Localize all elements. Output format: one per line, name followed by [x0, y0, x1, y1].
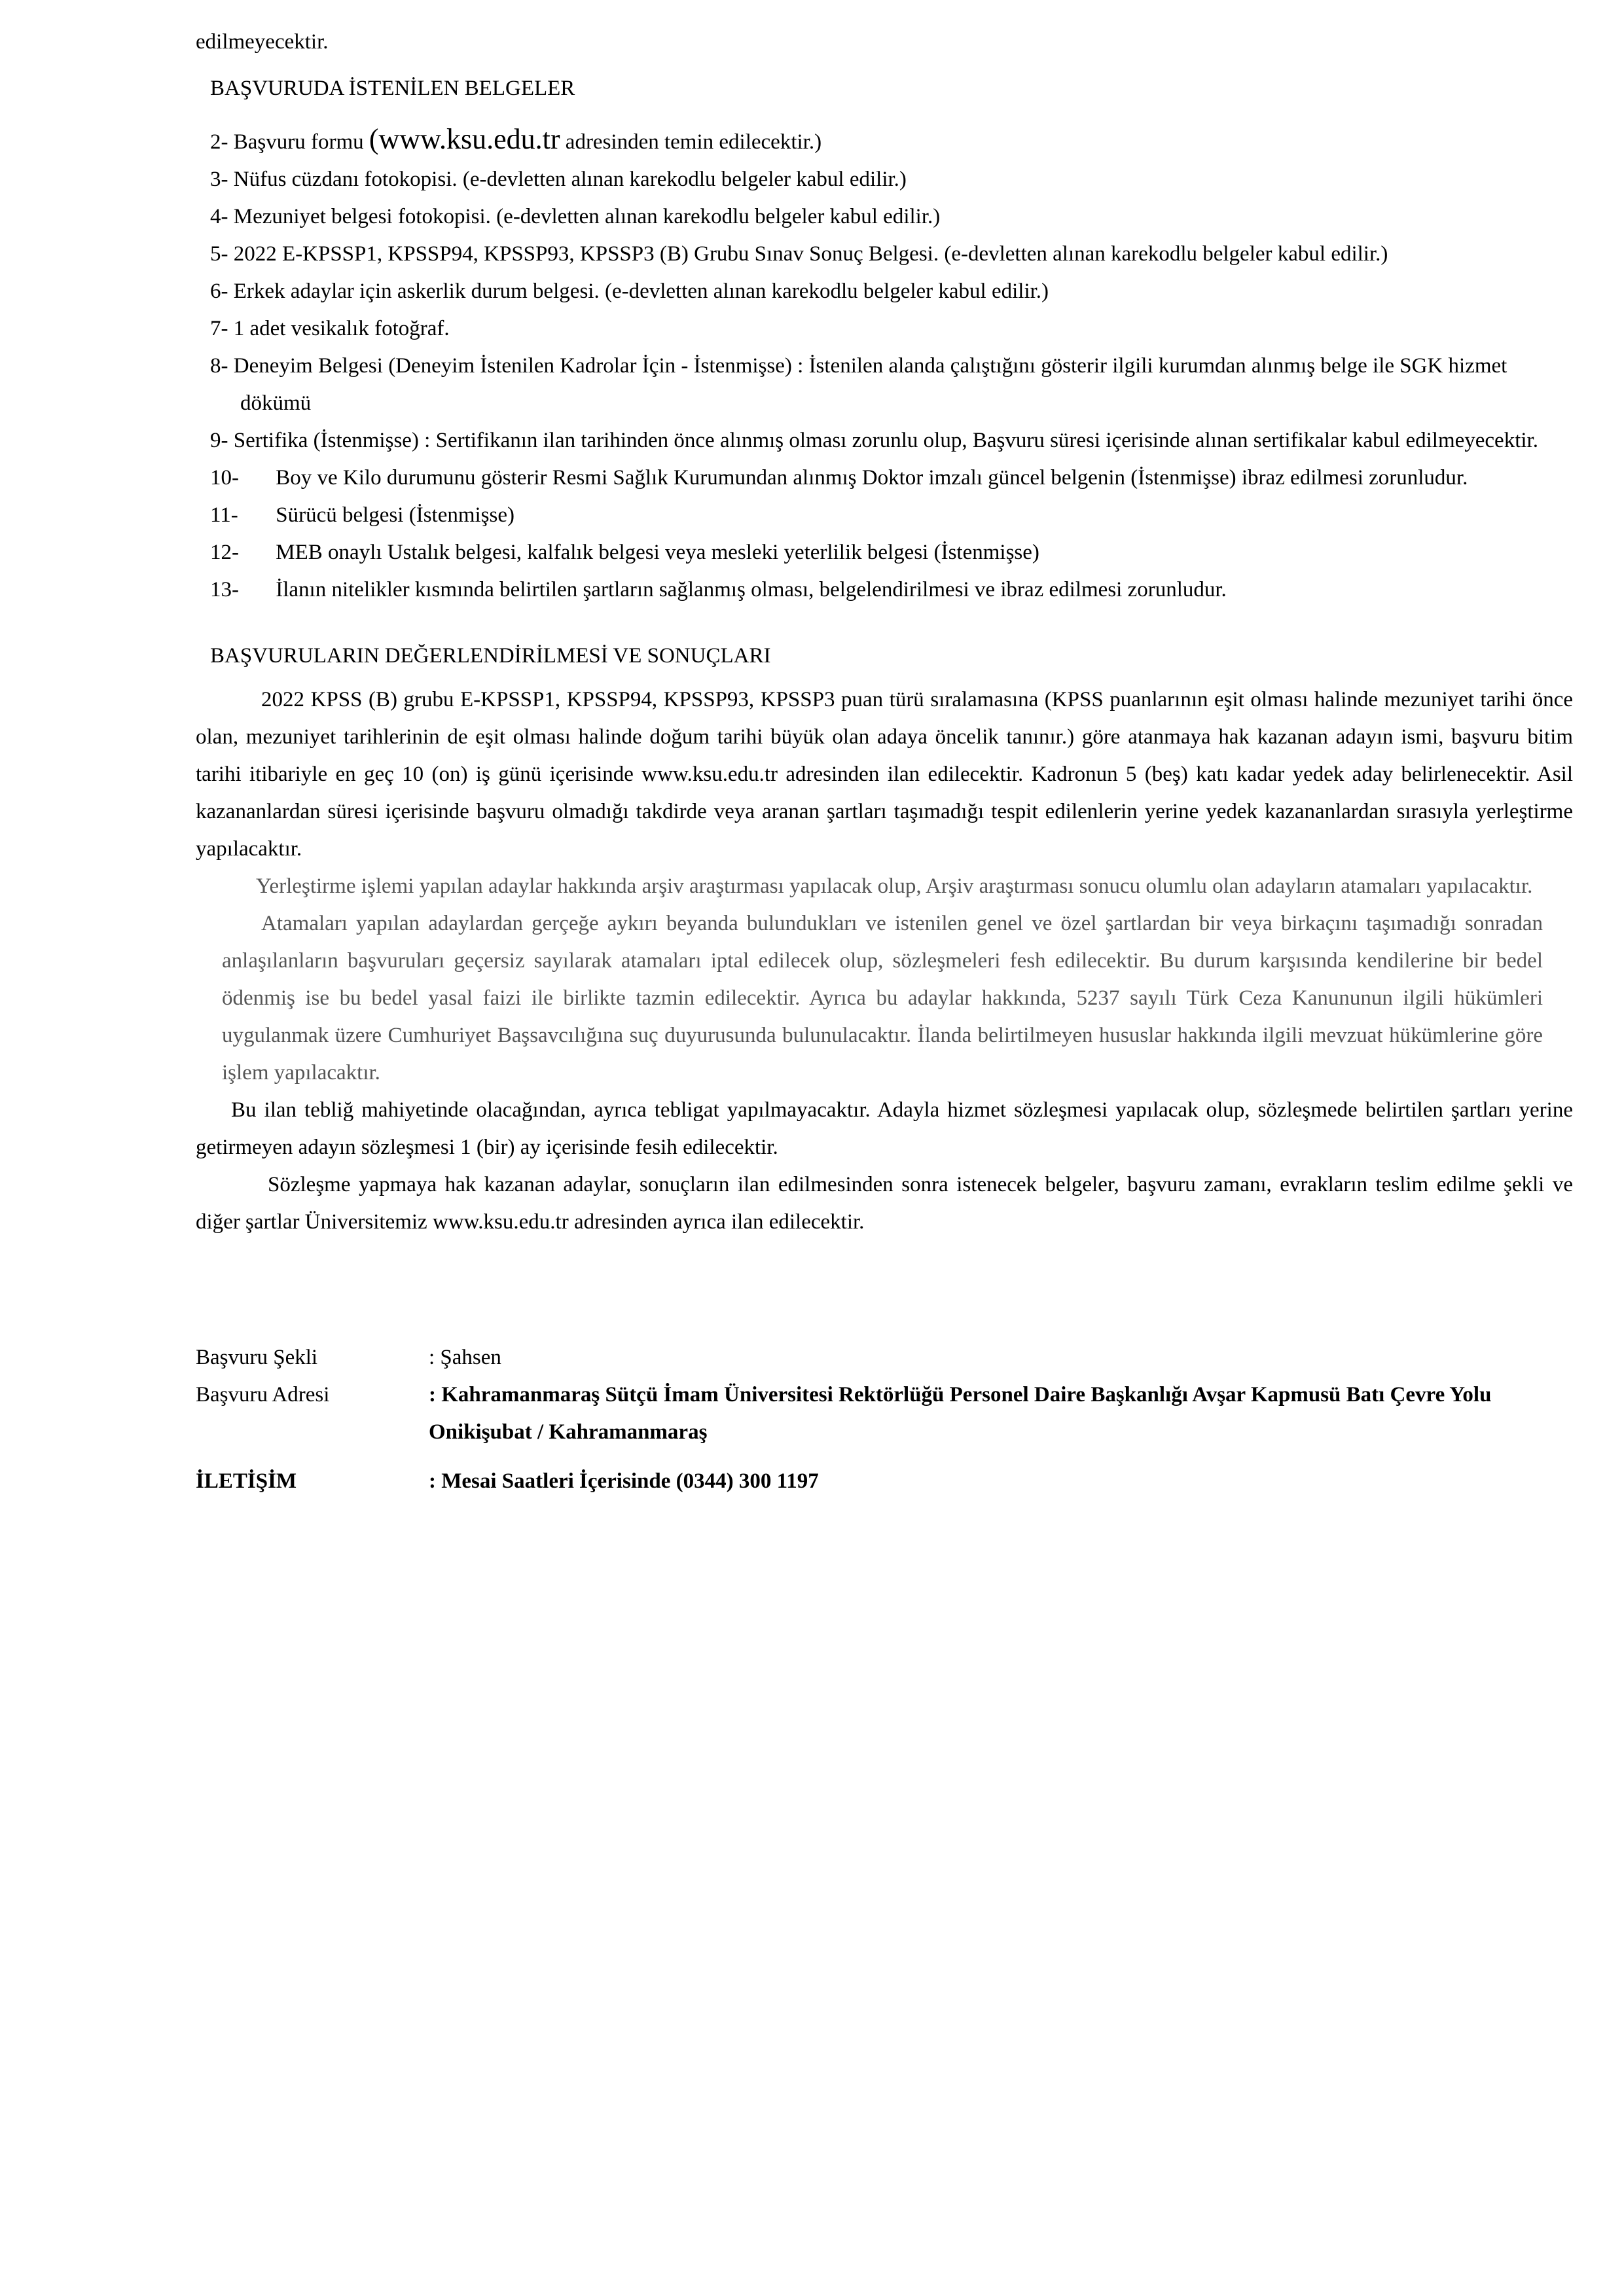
list-number: 13-	[210, 578, 239, 601]
list-number: 9-	[210, 429, 228, 452]
contact-label: İLETİŞİM	[196, 1469, 297, 1493]
list-number: 5-	[210, 242, 228, 266]
continuation-text: edilmeyecektir.	[196, 30, 329, 54]
list-item-text: 1 adet vesikalık fotoğraf.	[233, 317, 450, 340]
list-number: 6-	[210, 279, 228, 303]
list-item-3	[210, 161, 1573, 198]
list-item-8	[210, 348, 1573, 422]
contact-row-phone	[196, 1463, 1573, 1500]
list-number: 2-	[210, 130, 228, 154]
list-item-10	[210, 459, 1573, 497]
contact-label: Başvuru Adresi	[196, 1383, 330, 1407]
list-number: 12-	[210, 541, 239, 564]
evaluation-paragraph-notification: Bu ilan tebliğ mahiyetinde olacağından, ayrıca tebligat yapılmayacaktır. Adayla hizmet sözleşmesi yapılacak olup, sözleşmede belirtilen şartları yerine getirmeyen adayın sözleşmesi 1 (bir) ay içerisinde fesih edilecektir.	[196, 1098, 1573, 1159]
contact-value	[429, 1463, 1542, 1500]
contact-row-application-method	[196, 1339, 1573, 1376]
evaluation-paragraph-contract: Sözleşme yapmaya hak kazanan adaylar, sonuçların ilan edilmesinden sonra istenecek belgeler, başvuru zamanı, evrakların teslim edilme şekli ve diğer şartlar Üniversitemiz www.ksu.edu.tr adresinden ayrıca ilan edilecektir.	[196, 1173, 1573, 1234]
section-heading-evaluation-results: BAŞVURULARIN DEĞERLENDİRİLMESİ VE SONUÇLARI	[210, 644, 771, 668]
list-number: 10-	[210, 466, 239, 490]
list-item-13	[210, 571, 1573, 609]
list-item-text: İlanın nitelikler kısmında belirtilen şartların sağlanmış olması, belgelendirilmesi ve ibraz edilmesi zorunludur.	[276, 578, 1227, 601]
contact-value	[429, 1376, 1542, 1451]
list-item-5	[210, 236, 1573, 273]
list-item-text: Mezuniyet belgesi fotokopisi. (e-devletten alınan karekodlu belgeler kabul edilir.)	[233, 205, 941, 228]
list-item-9	[210, 422, 1573, 459]
evaluation-paragraph-archive-check: Yerleştirme işlemi yapılan adaylar hakkında arşiv araştırması yapılacak olup, Arşiv araştırması sonucu olumlu olan adayların atamaları yapılacaktır.	[256, 874, 1533, 898]
list-item-11	[210, 497, 1573, 534]
section-heading-required-documents: BAŞVURUDA İSTENİLEN BELGELER	[210, 77, 575, 100]
application-method-value: Şahsen	[440, 1346, 501, 1369]
colon-separator: :	[429, 1383, 436, 1407]
list-item-text: Sertifika (İstenmişse) : Sertifikanın ilan tarihinden önce alınmış olması zorunlu olup, Başvuru süresi içerisinde alınan sertifikalar kabul edilmeyecektir.	[233, 429, 1538, 452]
colon-separator: :	[429, 1469, 436, 1493]
phone-value: Mesai Saatleri İçerisinde (0344) 300 1197	[441, 1469, 819, 1493]
list-item-text: Sürücü belgesi (İstenmişse)	[276, 503, 515, 527]
list-number: 7-	[210, 317, 228, 340]
application-address-value: Kahramanmaraş Sütçü İmam Üniversitesi Rektörlüğü Personel Daire Başkanlığı Avşar Kapmusü Batı Çevre Yolu Onikişubat / Kahramanmaraş	[429, 1383, 1492, 1444]
list-item-text: adresinden temin edilecektir.)	[565, 130, 822, 154]
list-number: 11-	[210, 503, 238, 527]
list-item-text: MEB onaylı Ustalık belgesi, kalfalık belgesi veya mesleki yeterlilik belgesi (İstenmişse)	[276, 541, 1039, 564]
list-item-12	[210, 534, 1573, 571]
list-item-text: Nüfus cüzdanı fotokopisi. (e-devletten alınan karekodlu belgeler kabul edilir.)	[233, 168, 907, 191]
list-item-text: Boy ve Kilo durumunu gösterir Resmi Sağlık Kurumundan alınmış Doktor imzalı güncel belgenin (İstenmişse) ibraz edilmesi zorunludur.	[276, 466, 1468, 490]
list-item-text: 2022 E-KPSSP1, KPSSP94, KPSSP93, KPSSP3 (B) Grubu Sınav Sonuç Belgesi. (e-devletten alınan karekodlu belgeler kabul edilir.)	[233, 242, 1388, 266]
list-item-text: Başvuru formu	[233, 130, 364, 154]
contact-value	[429, 1339, 1542, 1376]
list-number: 3-	[210, 168, 228, 191]
contact-block	[196, 1339, 1573, 1500]
list-item-url-text: (www.ksu.edu.tr	[369, 123, 560, 155]
evaluation-paragraph-ranking: 2022 KPSS (B) grubu E-KPSSP1, KPSSP94, KPSSP93, KPSSP3 puan türü sıralamasına (KPSS puanlarının eşit olması halinde mezuniyet tarihi önce olan, mezuniyet tarihlerinin de eşit olması halinde doğum tarihi büyük olan adaya öncelik tanınır.) göre atanmaya hak kazanan adayın ismi, başvuru bitim tarihi itibariyle en geç 10 (on) iş günü içerisinde www.ksu.edu.tr adresinden ilan edilecektir. Kadronun 5 (beş) katı kadar yedek aday belirlenecektir. Asil kazananlardan süresi içerisinde başvuru olmadığı takdirde veya aranan şartları taşımadığı tespit edilenlerin yerine yedek kazananlardan sırasıyla yerleştirme yapılacaktır.	[196, 688, 1573, 861]
list-number: 8-	[210, 354, 228, 378]
contact-label: Başvuru Şekli	[196, 1346, 318, 1369]
colon-separator: :	[429, 1346, 435, 1369]
list-item-6	[210, 273, 1573, 310]
list-item-7	[210, 310, 1573, 348]
evaluation-paragraph-false-declaration: Atamaları yapılan adaylardan gerçeğe aykırı beyanda bulundukları ve istenilen genel ve özel şartlardan bir veya birkaçını taşımadığı sonradan anlaşılanların başvuruları geçersiz sayılarak atamaları iptal edilecek olup, sözleşmeleri fesh edilecektir. Bu durum karşısında kendilerine bir bedel ödenmiş ise bu bedel yasal faizi ile birlikte tazmin edilecektir. Ayrıca bu adaylar hakkında, 5237 sayılı Türk Ceza Kanununun ilgili hükümleri uygulanmak üzere Cumhuriyet Başsavcılığına suç duyurusunda bulunulacaktır. İlanda belirtilmeyen hususlar hakkında ilgili mevzuat hükümlerine göre işlem yapılacaktır.	[222, 912, 1543, 1085]
list-number: 4-	[210, 205, 228, 228]
list-item-2	[210, 120, 1573, 161]
contact-row-application-address	[196, 1376, 1573, 1451]
list-item-4	[210, 198, 1573, 236]
list-item-text: Erkek adaylar için askerlik durum belgesi. (e-devletten alınan karekodlu belgeler kabul edilir.)	[233, 279, 1049, 303]
list-item-text: Deneyim Belgesi (Deneyim İstenilen Kadrolar İçin - İstenmişse) : İstenilen alanda çalıştığını gösterir ilgili kurumdan alınmış belge ile SGK hizmet dökümü	[233, 354, 1507, 415]
required-documents-list	[210, 120, 1573, 609]
